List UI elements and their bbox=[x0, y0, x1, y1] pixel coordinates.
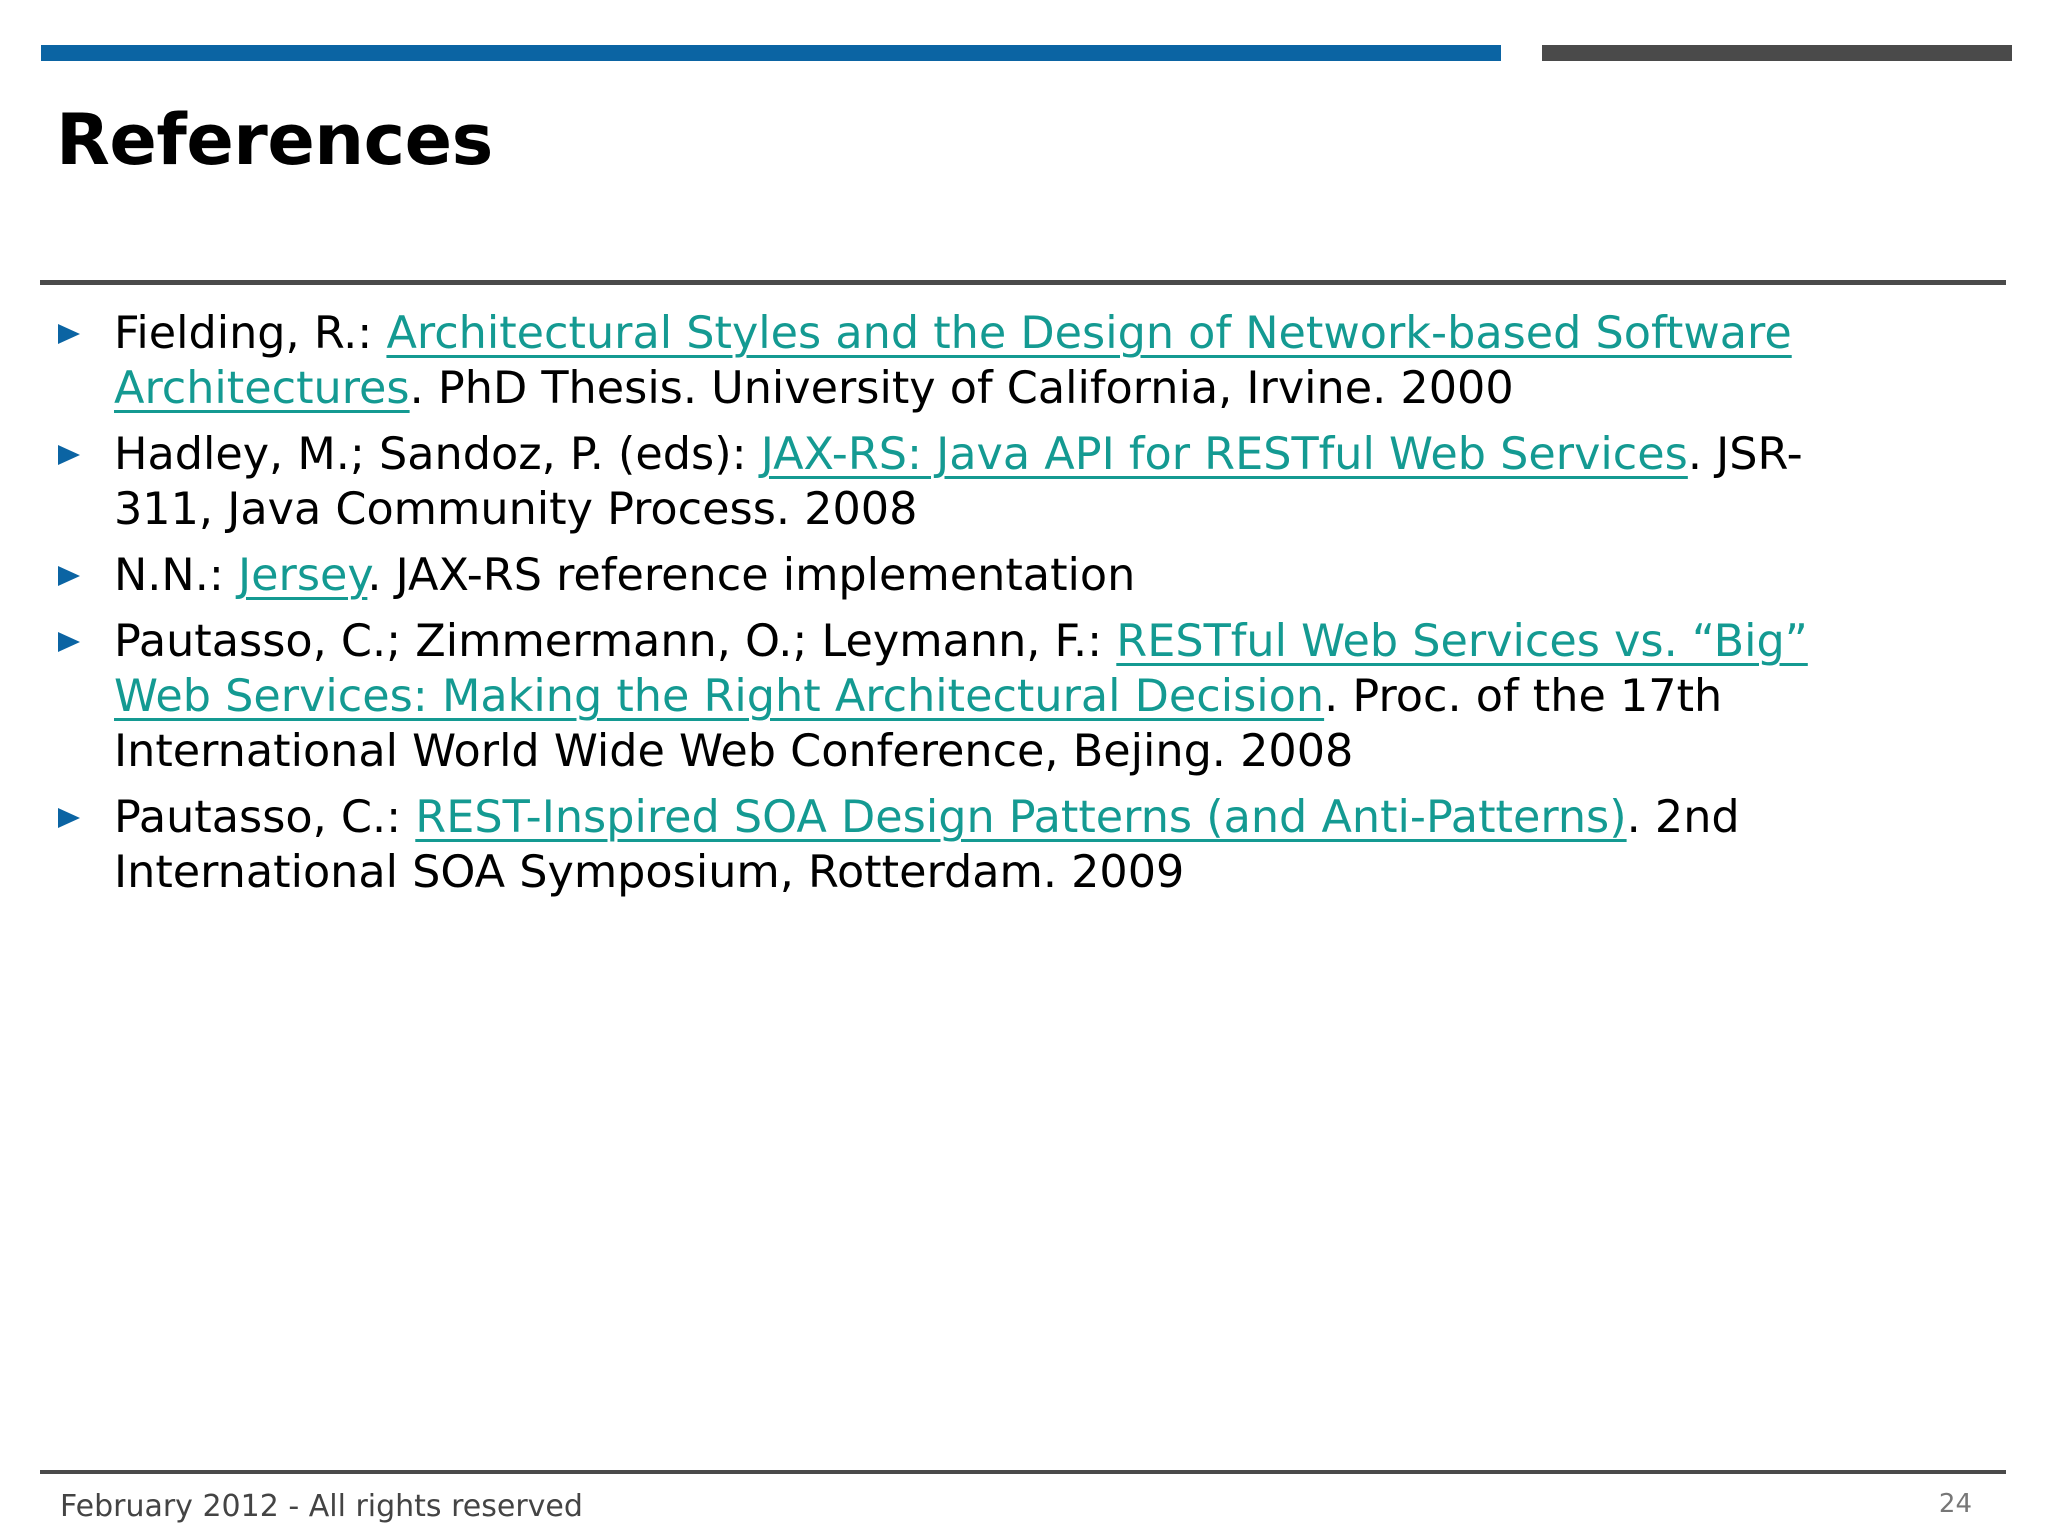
page-title: References bbox=[56, 99, 493, 181]
reference-authors: Pautasso, C.; Zimmermann, O.; Leymann, F.: bbox=[114, 616, 1117, 667]
reference-details-continued: International SOA Symposium, Rotterdam. 2009 bbox=[114, 847, 1185, 898]
list-item bbox=[56, 427, 2006, 537]
reference-authors: Pautasso, C.: bbox=[114, 792, 416, 843]
reference-details: . JSR- bbox=[1687, 429, 1803, 480]
footer-divider bbox=[40, 1470, 2006, 1474]
footer-copyright: February 2012 - All rights reserved bbox=[60, 1489, 583, 1524]
list-item bbox=[56, 614, 2006, 779]
page-number: 24 bbox=[1938, 1489, 1972, 1519]
triangle-right-icon bbox=[56, 548, 86, 603]
reference-link[interactable]: JAX-RS: Java API for RESTful Web Services bbox=[760, 429, 1688, 480]
reference-link-continued[interactable]: Architectures bbox=[114, 363, 410, 414]
reference-details: . 2nd bbox=[1626, 792, 1740, 843]
header-bar-blue bbox=[41, 45, 1501, 61]
reference-details: . JAX-RS reference implementation bbox=[367, 550, 1136, 601]
reference-details-continued: International World Wide Web Conference, Bejing. 2008 bbox=[114, 726, 1354, 777]
reference-link[interactable]: RESTful Web Services vs. “Big” bbox=[1116, 616, 1808, 667]
reference-link-continued[interactable]: Web Services: Making the Right Architectural Decision bbox=[114, 671, 1325, 722]
reference-link[interactable]: Jersey bbox=[238, 550, 368, 601]
reference-link[interactable]: REST-Inspired SOA Design Patterns (and Anti-Patterns) bbox=[415, 792, 1627, 843]
reference-link[interactable]: Architectural Styles and the Design of Network-based Software bbox=[386, 308, 1792, 359]
list-item bbox=[56, 306, 2006, 416]
list-item bbox=[56, 790, 2006, 900]
reference-list bbox=[56, 306, 2006, 911]
triangle-right-icon bbox=[56, 427, 86, 482]
reference-details-continued: 311, Java Community Process. 2008 bbox=[114, 484, 918, 535]
triangle-right-icon bbox=[56, 306, 86, 361]
header-bar-gray bbox=[1542, 45, 2012, 61]
reference-authors: Fielding, R.: bbox=[114, 308, 387, 359]
reference-authors: N.N.: bbox=[114, 550, 239, 601]
reference-details: . Proc. of the 17th bbox=[1324, 671, 1723, 722]
triangle-right-icon bbox=[56, 790, 86, 845]
triangle-right-icon bbox=[56, 614, 86, 669]
title-divider bbox=[40, 280, 2006, 285]
reference-details: . PhD Thesis. University of California, Irvine. 2000 bbox=[409, 363, 1514, 414]
list-item bbox=[56, 548, 2006, 603]
reference-authors: Hadley, M.; Sandoz, P. (eds): bbox=[114, 429, 761, 480]
